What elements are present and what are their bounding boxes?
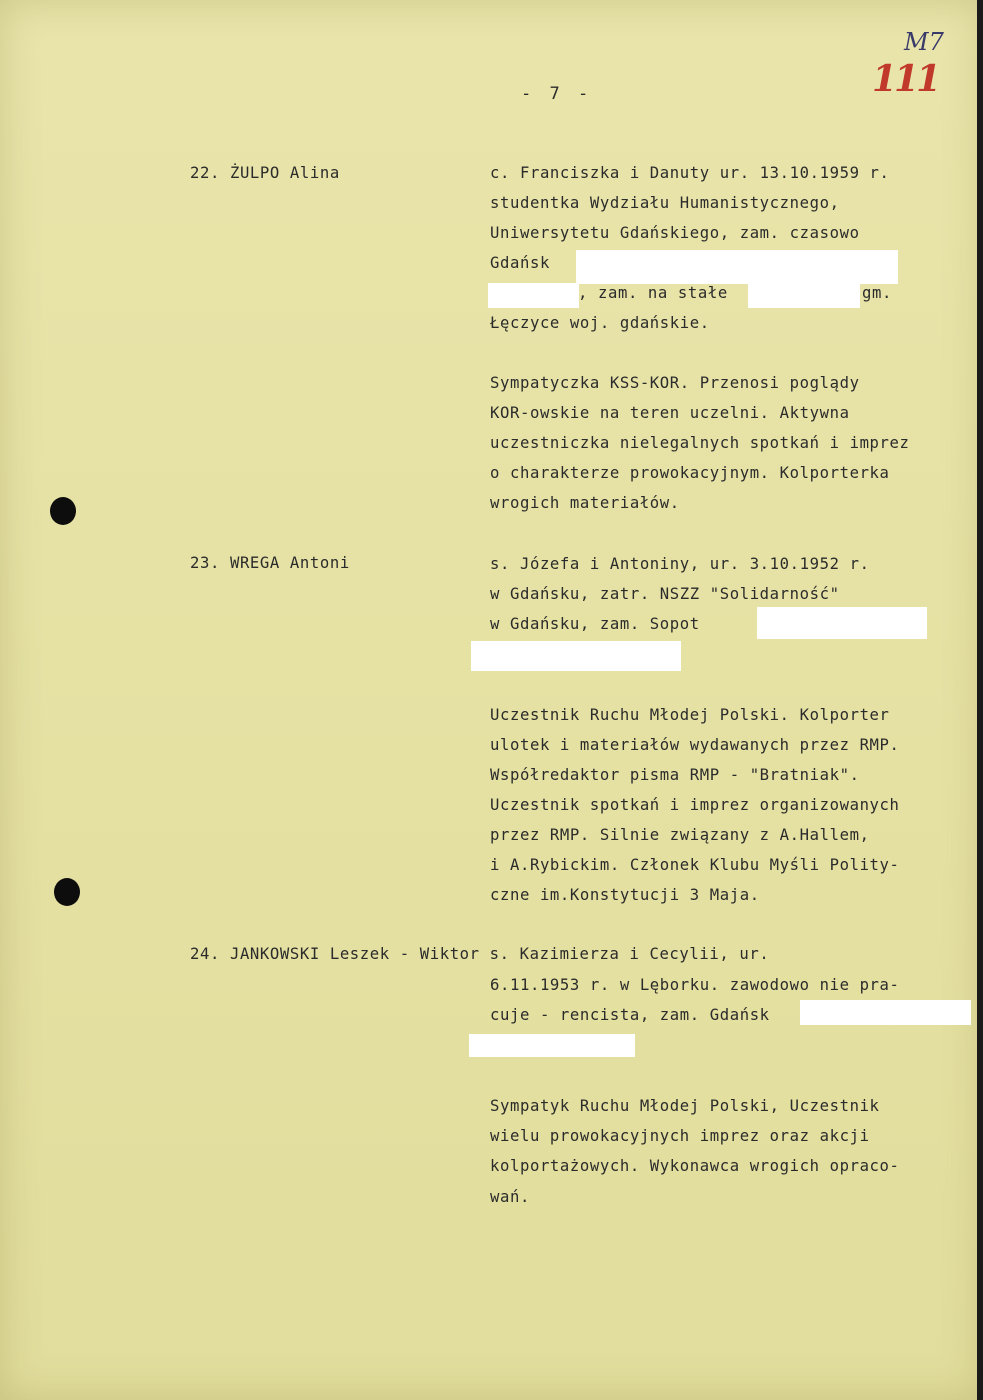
handwritten-page-number: 111 [872, 58, 939, 100]
redaction-block [488, 283, 579, 308]
entry-line: ulotek i materiałów wydawanych przez RMP. [490, 736, 900, 754]
page-number: - 7 - [521, 84, 593, 104]
entry-line: Uczestnik Ruchu Młodej Polski. Kolporter [490, 706, 890, 724]
entry-line: wrogich materiałów. [490, 494, 680, 512]
entry-line: Uczestnik spotkań i imprez organizowanych [490, 796, 900, 814]
entry-line: wań. [490, 1188, 530, 1206]
entry-name: 23. WREGA Antoni [190, 554, 350, 572]
entry-line: Gdańsk [490, 254, 550, 272]
entry-line: w Gdańsku, zam. Sopot [490, 615, 700, 633]
redaction-block [576, 250, 898, 284]
scan-edge [977, 0, 983, 1400]
entry-line: Łęczyce woj. gdańskie. [490, 314, 710, 332]
punch-hole [50, 497, 76, 525]
entry-line: Sympatyczka KSS-KOR. Przenosi poglądy [490, 374, 860, 392]
entry-line: kolportażowych. Wykonawca wrogich opraco- [490, 1157, 900, 1175]
entry-line: s. Józefa i Antoniny, ur. 3.10.1952 r. [490, 555, 870, 573]
punch-hole [54, 878, 80, 906]
entry-line: w Gdańsku, zatr. NSZZ "Solidarność" [490, 585, 840, 603]
entry-line: gm. [862, 284, 892, 302]
redaction-block [800, 1000, 971, 1025]
entry-line: c. Franciszka i Danuty ur. 13.10.1959 r. [490, 164, 890, 182]
entry-line: cuje - rencista, zam. Gdańsk [490, 1006, 770, 1024]
entry-name: 24. JANKOWSKI Leszek - Wiktor s. Kazimierza i Cecylii, ur. [190, 945, 770, 963]
entry-line: i A.Rybickim. Członek Klubu Myśli Polity- [490, 856, 900, 874]
entry-line: 6.11.1953 r. w Lęborku. zawodowo nie pra- [490, 976, 900, 994]
entry-line: czne im.Konstytucji 3 Maja. [490, 886, 760, 904]
redaction-block [471, 641, 681, 671]
handwritten-mark: M7 [904, 28, 944, 56]
redaction-block [757, 607, 927, 639]
entry-line: Uniwersytetu Gdańskiego, zam. czasowo [490, 224, 860, 242]
redaction-block [469, 1034, 635, 1057]
entry-line: uczestniczka nielegalnych spotkań i imprez [490, 434, 910, 452]
entry-line: Sympatyk Ruchu Młodej Polski, Uczestnik [490, 1097, 880, 1115]
entry-line: KOR-owskie na teren uczelni. Aktywna [490, 404, 850, 422]
entry-line: , zam. na stałe [578, 284, 728, 302]
entry-name: 22. ŻULPO Alina [190, 164, 340, 182]
entry-line: wielu prowokacyjnych imprez oraz akcji [490, 1127, 870, 1145]
entry-line: Współredaktor pisma RMP - "Bratniak". [490, 766, 860, 784]
entry-line: studentka Wydziału Humanistycznego, [490, 194, 840, 212]
entry-line: o charakterze prowokacyjnym. Kolporterka [490, 464, 890, 482]
redaction-block [748, 283, 860, 308]
entry-line: przez RMP. Silnie związany z A.Hallem, [490, 826, 870, 844]
